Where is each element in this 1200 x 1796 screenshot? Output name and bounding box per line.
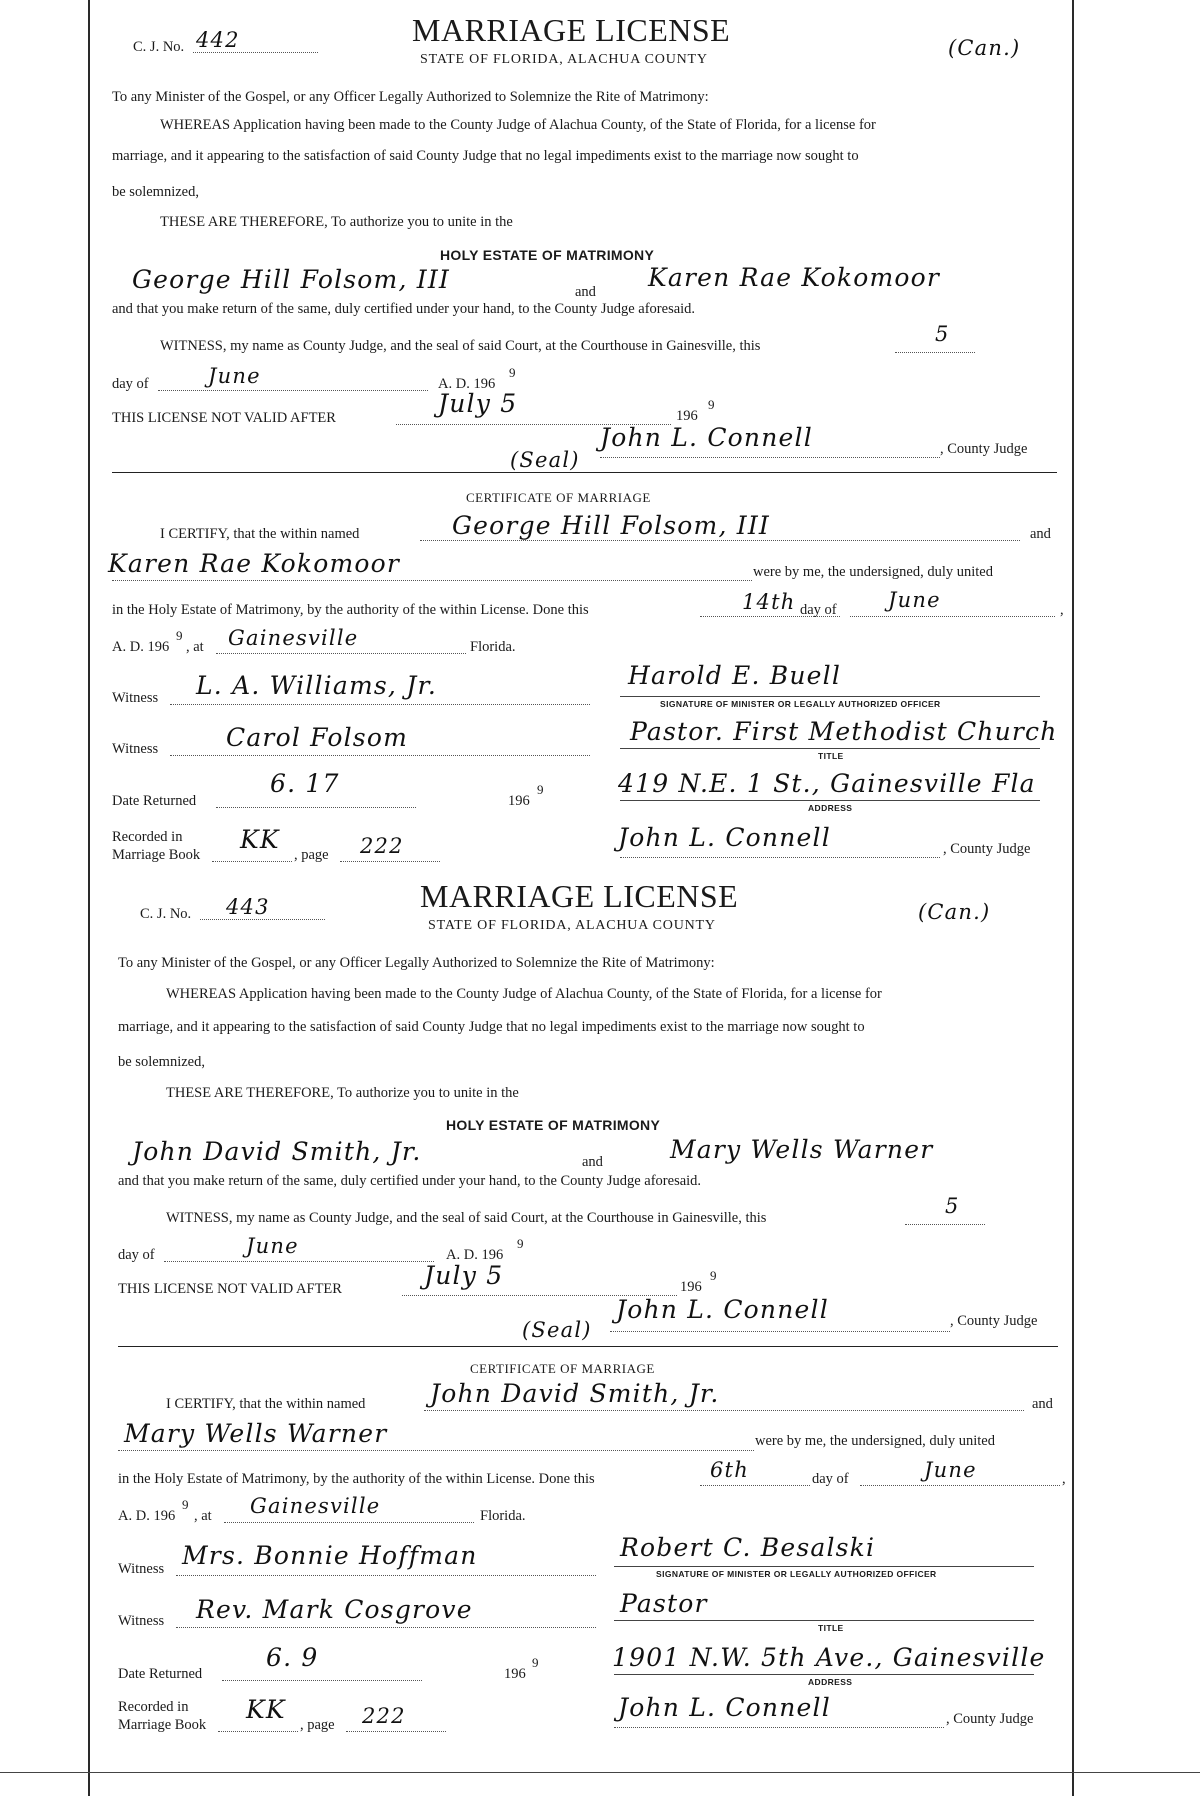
cj-number: 442: [196, 28, 240, 52]
cj-number-line: [193, 52, 318, 53]
holy-estate-line: in the Holy Estate of Matrimony, by the authority of the within License. Done this: [118, 1471, 595, 1487]
judge-signature-line: [600, 457, 940, 458]
bride-name: Mary Wells Warner: [670, 1135, 934, 1164]
cert-month: June: [888, 588, 941, 612]
date-returned-year-prefix: 196: [508, 793, 530, 809]
page-value: 222: [360, 834, 404, 858]
license-title: MARRIAGE LICENSE: [420, 878, 739, 914]
day-of-label: day of: [118, 1247, 155, 1263]
marriage-book-label: Marriage Book: [118, 1717, 207, 1733]
officer-signature-label: SIGNATURE OF MINISTER OR LEGALLY AUTHORIZED OFFICER: [660, 699, 941, 709]
officer-title: Pastor. First Methodist Church: [630, 717, 1058, 746]
witness-1-line: [176, 1575, 596, 1576]
address-line: To any Minister of the Gospel, or any Officer Legally Authorized to Solemnize the Rite of Matrimony:: [112, 89, 709, 105]
witness-1-name: L. A. Williams, Jr.: [196, 671, 437, 700]
not-valid-year-digit: 9: [708, 397, 715, 412]
cert-comma: ,: [1062, 1471, 1066, 1487]
date-returned-label: Date Returned: [118, 1666, 203, 1682]
whereas-line-2: marriage, and it appearing to the satisfaction of said County Judge that no legal impediments exist to the marriage now sought to: [112, 148, 859, 164]
county-judge-label: , County Judge: [950, 1313, 1038, 1329]
witness-day: 5: [945, 1194, 960, 1218]
witness-2-name: Rev. Mark Cosgrove: [196, 1595, 473, 1624]
cert-day: 6th: [710, 1458, 749, 1482]
officer-address: 419 N.E. 1 St., Gainesville Fla: [618, 769, 1036, 798]
certificate-title: CERTIFICATE OF MARRIAGE: [466, 490, 651, 505]
ad-label: A. D. 196: [446, 1247, 504, 1263]
witness-2-label: Witness: [118, 1613, 165, 1629]
day-of-label: day of: [112, 376, 149, 392]
certify-line: I CERTIFY, that the within named: [160, 526, 360, 542]
witness-2-name: Carol Folsom: [226, 723, 408, 752]
license-title: MARRIAGE LICENSE: [412, 12, 731, 48]
witness-day-line: [895, 352, 975, 353]
cj-label: C. J. No.: [133, 39, 185, 55]
officer-title: Pastor: [620, 1589, 708, 1618]
cert-month-line: [860, 1485, 1060, 1486]
witness-2-line: [170, 755, 590, 756]
address-label: ADDRESS: [808, 803, 853, 813]
recorded-judge-line: [620, 857, 940, 858]
address-line: To any Minister of the Gospel, or any Officer Legally Authorized to Solemnize the Rite of Matrimony:: [118, 955, 715, 971]
certify-line: I CERTIFY, that the within named: [166, 1396, 366, 1412]
cert-at-label: , at: [186, 639, 204, 655]
officer-address: 1901 N.W. 5th Ave., Gainesville: [612, 1643, 1046, 1672]
bride-name: Karen Rae Kokomoor: [648, 263, 941, 292]
officer-title-line: [614, 1620, 1034, 1621]
county-judge-label: , County Judge: [940, 441, 1028, 457]
cert-bride-name: Mary Wells Warner: [124, 1419, 388, 1448]
license-subtitle: STATE OF FLORIDA, ALACHUA COUNTY: [428, 918, 716, 933]
license-month: June: [208, 364, 261, 388]
witness-1-name: Mrs. Bonnie Hoffman: [182, 1541, 478, 1570]
date-returned-year-prefix: 196: [504, 1666, 526, 1682]
title-label: TITLE: [818, 1623, 844, 1633]
right-edge-line: [1072, 0, 1074, 1796]
book-value: KK: [246, 1695, 286, 1724]
whereas-line-1: WHEREAS Application having been made to the County Judge of Alachua County, of the State of Florida, for a license for: [160, 117, 876, 133]
groom-name: George Hill Folsom, III: [132, 265, 450, 294]
witness-1-label: Witness: [118, 1561, 165, 1577]
year-digit: 9: [517, 1236, 524, 1251]
month-line: [158, 390, 428, 391]
officer-address-line: [620, 800, 1040, 801]
recorded-in-label: Recorded in: [118, 1699, 189, 1715]
section-divider: [112, 472, 1057, 473]
cancelled-note: (Can.): [948, 36, 1021, 60]
cert-day: 14th: [742, 590, 796, 614]
groom-name: John David Smith, Jr.: [132, 1137, 422, 1166]
left-edge-line: [88, 0, 90, 1796]
not-valid-date: July 5: [438, 389, 518, 418]
not-valid-year-prefix: 196: [680, 1279, 702, 1295]
cert-and-label: and: [1032, 1396, 1053, 1412]
therefore-line: THESE ARE THEREFORE, To authorize you to unite in the: [166, 1085, 519, 1101]
date-returned-year-digit: 9: [532, 1655, 539, 1670]
and-label: and: [575, 284, 596, 300]
cert-groom-name: John David Smith, Jr.: [430, 1379, 720, 1408]
cert-place-line: [224, 1522, 474, 1523]
cert-month: June: [924, 1458, 977, 1482]
whereas-line-3: be solemnized,: [118, 1054, 205, 1070]
cert-bride-line: [118, 1450, 754, 1451]
not-valid-year-prefix: 196: [676, 408, 698, 424]
recorded-county-judge-label: , County Judge: [943, 841, 1031, 857]
certificate-title: CERTIFICATE OF MARRIAGE: [470, 1361, 655, 1376]
page-value: 222: [362, 1704, 406, 1728]
seal-mark: (Seal): [510, 448, 580, 472]
and-label: and: [582, 1154, 603, 1170]
recorded-judge-signature: John L. Connell: [618, 823, 831, 852]
not-valid-date: July 5: [424, 1261, 504, 1290]
book-value: KK: [240, 825, 280, 854]
cert-bride-line: [112, 580, 752, 581]
cert-ad-label: A. D. 196: [118, 1508, 176, 1524]
cj-label: C. J. No.: [140, 906, 192, 922]
address-label: ADDRESS: [808, 1677, 853, 1687]
florida-label: Florida.: [470, 639, 516, 655]
cert-day-line: [700, 1485, 810, 1486]
whereas-line-3: be solemnized,: [112, 184, 199, 200]
judge-signature: John L. Connell: [600, 423, 813, 452]
page-label: , page: [300, 1717, 335, 1733]
cert-day-of-label: day of: [800, 602, 837, 618]
cj-number: 443: [226, 895, 270, 919]
cert-place: Gainesville: [250, 1494, 381, 1518]
date-returned: 6. 17: [270, 769, 340, 798]
officer-signature-line: [620, 696, 1040, 697]
cert-ad-label: A. D. 196: [112, 639, 170, 655]
recorded-judge-signature: John L. Connell: [618, 1693, 831, 1722]
whereas-line-1: WHEREAS Application having been made to the County Judge of Alachua County, of the State of Florida, for a license for: [166, 986, 882, 1002]
cert-year-digit: 9: [182, 1497, 189, 1512]
witness-1-line: [170, 704, 590, 705]
date-returned-line: [222, 1680, 422, 1681]
title-label: TITLE: [818, 751, 844, 761]
book-line: [212, 861, 292, 862]
not-valid-year-digit: 9: [710, 1268, 717, 1283]
seal-mark: (Seal): [522, 1318, 592, 1342]
book-line: [218, 1731, 298, 1732]
officer-address-line: [614, 1674, 1034, 1675]
florida-label: Florida.: [480, 1508, 526, 1524]
witness-statement: WITNESS, my name as County Judge, and the seal of said Court, at the Courthouse in Gainesville, this: [166, 1210, 767, 1226]
witness-statement: WITNESS, my name as County Judge, and the seal of said Court, at the Courthouse in Gainesville, this: [160, 338, 761, 354]
month-line: [164, 1261, 434, 1262]
recorded-county-judge-label: , County Judge: [946, 1711, 1034, 1727]
page-line: [340, 861, 440, 862]
cj-number-line: [200, 919, 325, 920]
officer-signature-line: [614, 1566, 1034, 1567]
recorded-judge-line: [614, 1727, 944, 1728]
recorded-in-label: Recorded in: [112, 829, 183, 845]
cancelled-note: (Can.): [918, 900, 991, 924]
officer-signature: Robert C. Besalski: [620, 1533, 876, 1562]
cert-groom-name: George Hill Folsom, III: [452, 511, 770, 540]
ad-label: A. D. 196: [438, 376, 496, 392]
holy-estate-heading: HOLY ESTATE OF MATRIMONY: [446, 1117, 661, 1133]
officer-title-line: [620, 748, 1040, 749]
marriage-book-label: Marriage Book: [112, 847, 201, 863]
date-returned-year-digit: 9: [537, 782, 544, 797]
witness-1-label: Witness: [112, 690, 159, 706]
officer-signature: Harold E. Buell: [628, 661, 842, 690]
cert-place: Gainesville: [228, 626, 359, 650]
witness-2-label: Witness: [112, 741, 159, 757]
cert-month-line: [850, 616, 1055, 617]
license-month: June: [246, 1234, 299, 1258]
cert-comma: ,: [1060, 602, 1064, 618]
return-line: and that you make return of the same, duly certified under your hand, to the County Judge aforesaid.: [118, 1173, 702, 1189]
witness-day: 5: [935, 322, 950, 346]
cert-and-label: and: [1030, 526, 1051, 542]
witness-2-line: [176, 1627, 596, 1628]
page-label: , page: [294, 847, 329, 863]
therefore-line: THESE ARE THEREFORE, To authorize you to unite in the: [160, 214, 513, 230]
united-line: were by me, the undersigned, duly united: [755, 1433, 995, 1449]
cert-groom-line: [424, 1410, 1024, 1411]
date-returned: 6. 9: [266, 1643, 319, 1672]
cert-year-digit: 9: [176, 628, 183, 643]
date-returned-label: Date Returned: [112, 793, 197, 809]
united-line: were by me, the undersigned, duly united: [753, 564, 993, 580]
holy-estate-heading: HOLY ESTATE OF MATRIMONY: [440, 247, 655, 263]
section-divider: [118, 1346, 1058, 1347]
return-line: and that you make return of the same, duly certified under your hand, to the County Judge aforesaid.: [112, 301, 696, 317]
page-line: [346, 1731, 446, 1732]
cert-bride-name: Karen Rae Kokomoor: [108, 549, 401, 578]
not-valid-label: THIS LICENSE NOT VALID AFTER: [118, 1281, 342, 1297]
year-digit: 9: [509, 365, 516, 380]
bottom-edge-line: [0, 1772, 1200, 1773]
not-valid-label: THIS LICENSE NOT VALID AFTER: [112, 410, 336, 426]
judge-signature-line: [610, 1331, 950, 1332]
cert-place-line: [216, 653, 466, 654]
cert-at-label: , at: [194, 1508, 212, 1524]
cert-day-of-label: day of: [812, 1471, 849, 1487]
date-returned-line: [216, 807, 416, 808]
holy-estate-line: in the Holy Estate of Matrimony, by the authority of the within License. Done this: [112, 602, 589, 618]
license-subtitle: STATE OF FLORIDA, ALACHUA COUNTY: [420, 52, 708, 67]
cert-groom-line: [420, 540, 1020, 541]
whereas-line-2: marriage, and it appearing to the satisfaction of said County Judge that no legal impediments exist to the marriage now sought to: [118, 1019, 865, 1035]
officer-signature-label: SIGNATURE OF MINISTER OR LEGALLY AUTHORIZED OFFICER: [656, 1569, 937, 1579]
judge-signature: John L. Connell: [616, 1295, 829, 1324]
witness-day-line: [905, 1224, 985, 1225]
